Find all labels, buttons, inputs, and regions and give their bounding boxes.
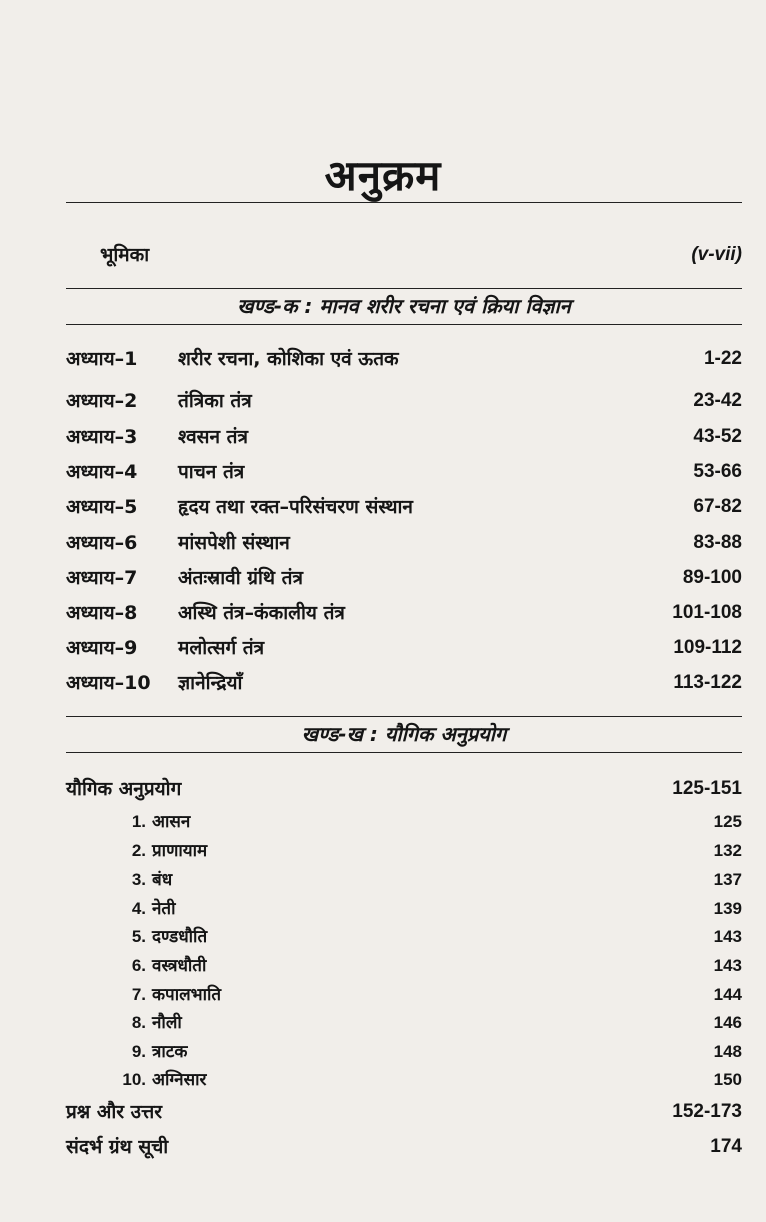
divider [66, 752, 742, 753]
entry-pages: 137 [713, 870, 742, 889]
entry-pages: 144 [713, 985, 742, 1004]
entry-pages: 139 [713, 899, 742, 918]
page-title: अनुक्रम [324, 151, 442, 200]
item-label: अग्निसार [152, 1070, 207, 1090]
item-number: 5. [131, 927, 146, 946]
chapter-title: हृदय तथा रक्त–परिसंचरण संस्थान [178, 496, 413, 518]
chapter-title: पाचन तंत्र [178, 461, 245, 483]
item-number: 1. [131, 812, 146, 831]
toc-entry-sub[interactable] [66, 951, 742, 981]
toc-entry-chapter[interactable] [66, 668, 742, 698]
chapter-title: शरीर रचना, कोशिका एवं ऊतक [178, 348, 399, 370]
item-number: 3. [131, 870, 146, 889]
item-label: प्राणायाम [152, 841, 208, 861]
toc-entry-sub[interactable] [66, 980, 742, 1010]
divider [66, 288, 742, 289]
entry-pages: 146 [713, 1013, 742, 1032]
toc-entry-chapter[interactable] [66, 598, 742, 628]
chapter-number: अध्याय–10 [66, 672, 151, 694]
toc-entry-sub[interactable] [66, 865, 742, 895]
section-heading-b: खण्ड-ख : यौगिक अनुप्रयोग [301, 722, 507, 746]
chapter-title: अस्थि तंत्र–कंकालीय तंत्र [178, 602, 345, 624]
toc-entry-sub[interactable] [66, 1065, 742, 1095]
entry-pages: 148 [713, 1042, 742, 1061]
item-label: त्राटक [152, 1042, 188, 1062]
chapter-number: अध्याय–1 [66, 348, 138, 370]
chapter-title: अंतःस्रावी ग्रंथि तंत्र [178, 567, 303, 589]
item-label: दण्डधौति [152, 927, 208, 947]
item-label: नेती [152, 899, 176, 919]
item-label: आसन [152, 812, 191, 832]
toc-entry-sub[interactable] [66, 894, 742, 924]
toc-entry-sub[interactable] [66, 836, 742, 866]
entry-pages: 43-52 [693, 426, 742, 447]
toc-entry-chapter[interactable] [66, 633, 742, 663]
chapter-number: अध्याय–5 [66, 496, 138, 518]
entry-label: भूमिका [100, 244, 150, 266]
toc-entry-preface[interactable] [66, 240, 742, 270]
item-number: 2. [131, 841, 146, 860]
chapter-number: अध्याय–3 [66, 426, 138, 448]
entry-pages: 152-173 [672, 1101, 742, 1122]
chapter-title: मलोत्सर्ग तंत्र [178, 637, 265, 659]
chapter-title: तंत्रिका तंत्र [178, 390, 252, 412]
item-number: 4. [131, 899, 146, 918]
entry-pages: 143 [713, 956, 742, 975]
toc-entry-qa[interactable] [66, 1097, 742, 1127]
toc-entry-main[interactable] [66, 774, 742, 804]
item-number: 6. [131, 956, 146, 975]
toc-entry-chapter[interactable] [66, 492, 742, 522]
entry-label: यौगिक अनुप्रयोग [66, 778, 182, 800]
entry-pages: 53-66 [693, 461, 742, 482]
toc-entry-chapter[interactable] [66, 563, 742, 593]
entry-pages: 113-122 [673, 672, 742, 693]
entry-pages: 143 [713, 927, 742, 946]
entry-pages: 150 [713, 1070, 742, 1089]
item-number: 10. [122, 1070, 146, 1089]
chapter-number: अध्याय–7 [66, 567, 138, 589]
toc-entry-chapter[interactable] [66, 457, 742, 487]
item-label: बंध [152, 870, 173, 890]
item-number: 7. [131, 985, 146, 1004]
entry-pages: 125-151 [672, 778, 742, 799]
entry-pages: 125 [713, 812, 742, 831]
section-heading-a: खण्ड-क : मानव शरीर रचना एवं क्रिया विज्ञान [237, 294, 571, 318]
chapter-number: अध्याय–8 [66, 602, 138, 624]
toc-entry-chapter[interactable] [66, 528, 742, 558]
toc-entry-sub[interactable] [66, 1008, 742, 1038]
entry-pages: 109-112 [673, 637, 742, 658]
toc-entry-sub[interactable] [66, 1037, 742, 1067]
item-label: नौली [152, 1013, 182, 1033]
entry-label: संदर्भ ग्रंथ सूची [66, 1136, 169, 1158]
divider [66, 202, 742, 203]
entry-label: प्रश्न और उत्तर [66, 1101, 162, 1123]
entry-pages: 174 [710, 1136, 742, 1157]
chapter-title: मांसपेशी संस्थान [178, 532, 290, 554]
chapter-number: अध्याय–2 [66, 390, 138, 412]
toc-entry-chapter[interactable] [66, 422, 742, 452]
entry-pages: 1-22 [703, 348, 742, 369]
chapter-number: अध्याय–9 [66, 637, 138, 659]
entry-pages: 132 [713, 841, 742, 860]
entry-pages: 67-82 [693, 496, 742, 517]
divider [66, 324, 742, 325]
chapter-title: ज्ञानेन्द्रियाँ [178, 672, 243, 694]
entry-pages: 89-100 [682, 567, 742, 588]
toc-entry-sub[interactable] [66, 922, 742, 952]
entry-pages: 101-108 [672, 602, 742, 623]
chapter-number: अध्याय–4 [66, 461, 138, 483]
entry-pages: 23-42 [693, 390, 742, 411]
toc-entry-sub[interactable] [66, 807, 742, 837]
divider [66, 716, 742, 717]
toc-entry-chapter[interactable] [66, 386, 742, 416]
entry-pages: 83-88 [693, 532, 742, 553]
item-label: वस्त्रधौती [152, 956, 207, 976]
toc-entry-chapter[interactable] [66, 344, 742, 374]
chapter-number: अध्याय–6 [66, 532, 138, 554]
chapter-title: श्वसन तंत्र [178, 426, 248, 448]
toc-entry-bibliography[interactable] [66, 1132, 742, 1162]
item-number: 8. [131, 1013, 146, 1032]
item-label: कपालभाति [152, 985, 222, 1005]
item-number: 9. [131, 1042, 146, 1061]
entry-pages: (v-vii) [691, 244, 742, 265]
